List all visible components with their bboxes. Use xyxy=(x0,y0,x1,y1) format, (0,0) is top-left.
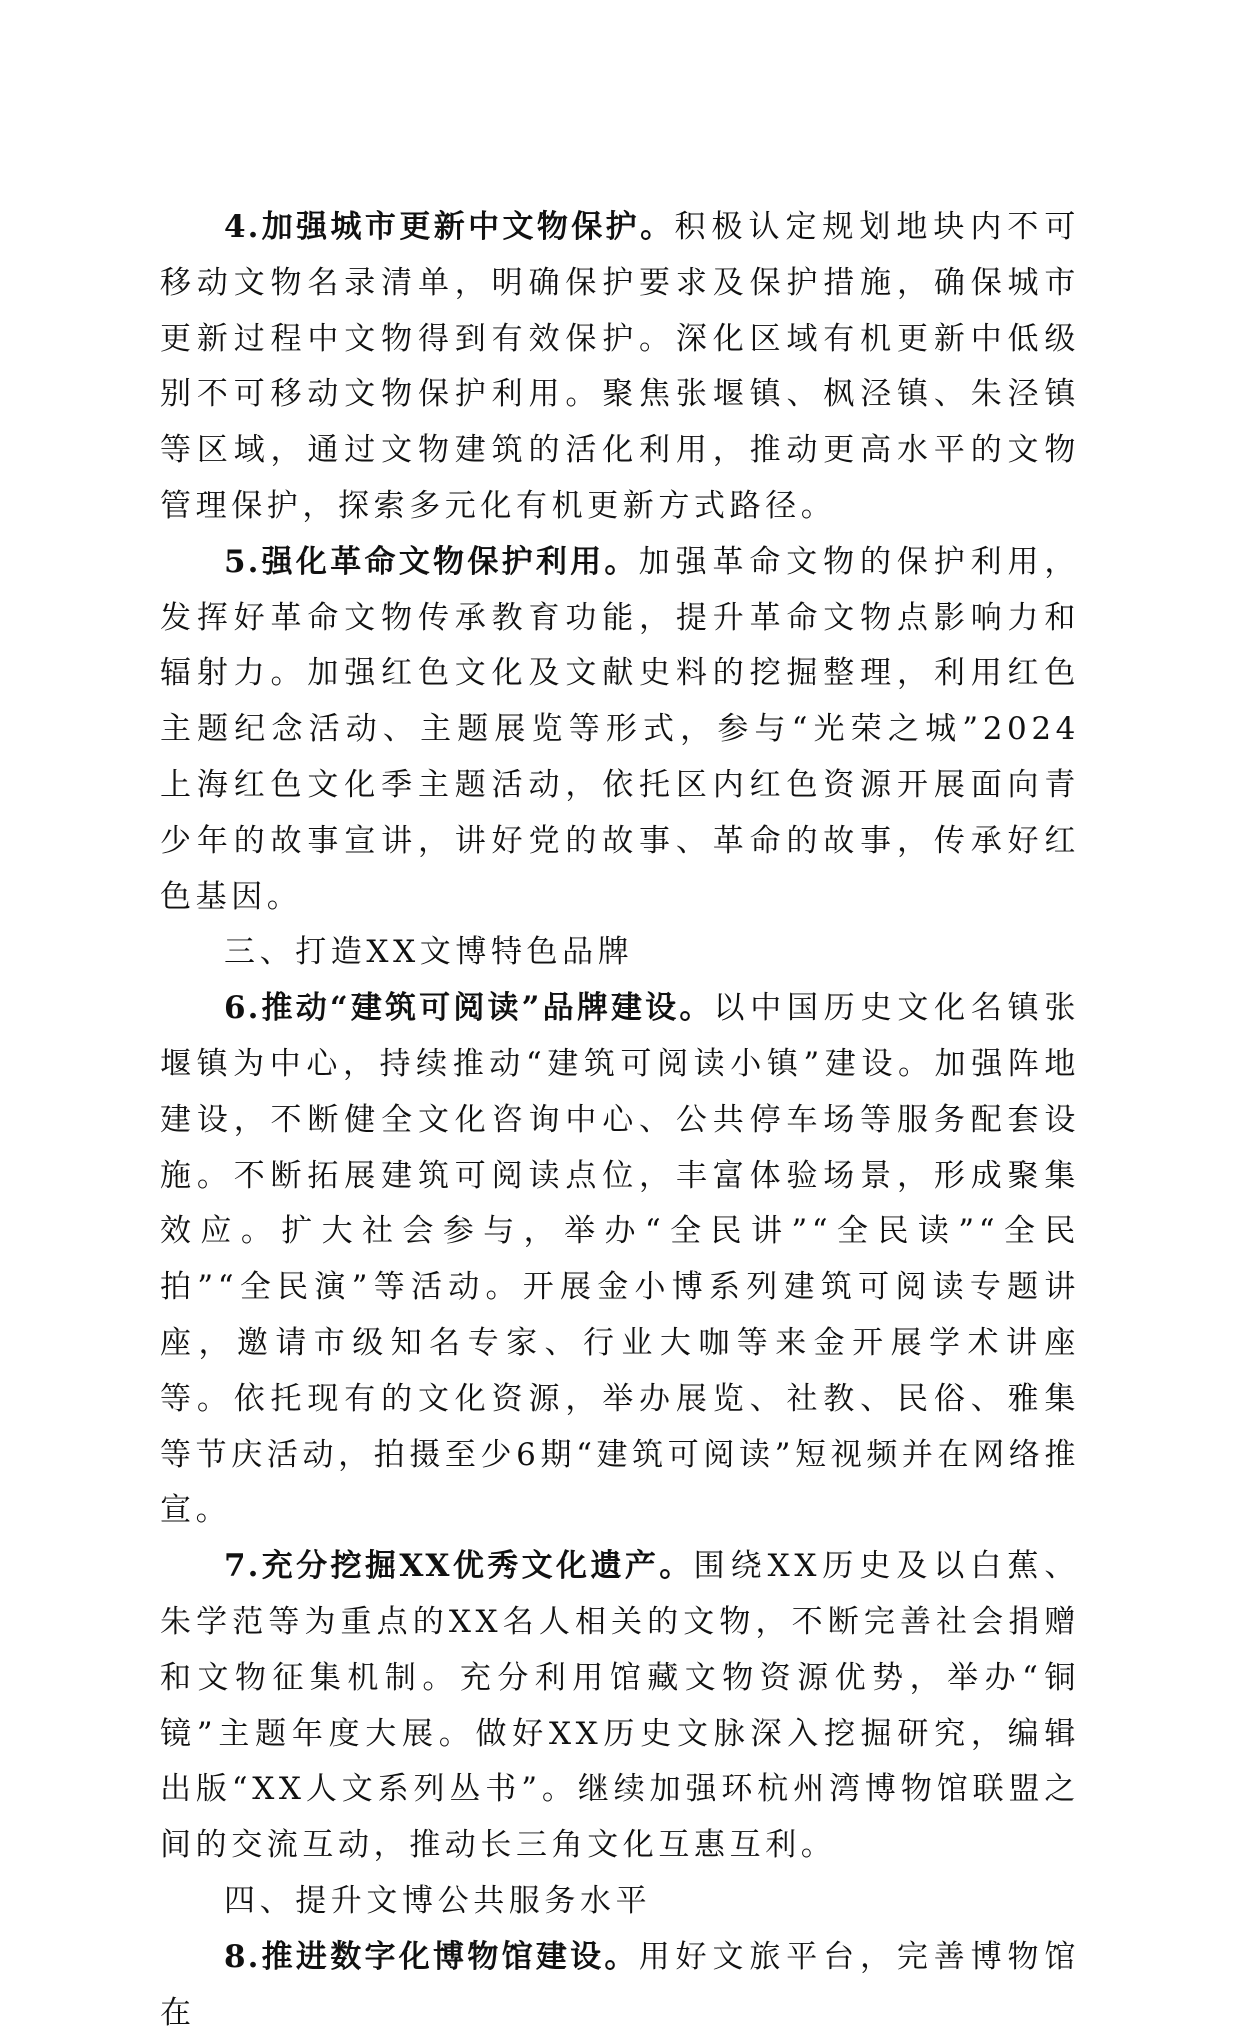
paragraph-4 xyxy=(160,200,1080,535)
paragraph-7-body: 围绕XX历史及以白蕉、朱学范等为重点的XX名人相关的文物，不断完善社会捐赠和文物征集机制。充分利用馆藏文物资源优势，举办“铜镜”主题年度大展。做好XX历史文脉深入挖掘研究，编辑出版“XX人文系列丛书”。继续加强环杭州湾博物馆联盟之间的交流互动，推动长三角文化互惠互利。 xyxy=(160,1548,1080,1864)
paragraph-6 xyxy=(160,981,1080,1539)
document-page xyxy=(160,200,1080,2041)
section-heading-4: 四、提升文博公共服务水平 xyxy=(224,1882,652,1919)
paragraph-5 xyxy=(160,535,1080,926)
paragraph-5-body: 加强革命文物的保护利用，发挥好革命文物传承教育功能，提升革命文物点影响力和辐射力。加强红色文化及文献史料的挖掘整理，利用红色主题纪念活动、主题展览等形式，参与“光荣之城”2024上海红色文化季主题活动，依托区内红色资源开展面向青少年的故事宣讲，讲好党的故事、革命的故事，传承好红色基因。 xyxy=(160,543,1080,915)
paragraph-7-lead: 7.充分挖掘XX优秀文化遗产。 xyxy=(224,1548,694,1585)
paragraph-7 xyxy=(160,1539,1080,1874)
paragraph-4-lead: 4.加强城市更新中文物保护。 xyxy=(224,209,675,245)
paragraph-5-lead: 5.强化革命文物保护利用。 xyxy=(224,543,639,580)
paragraph-6-body: 以中国历史文化名镇张堰镇为中心，持续推动“建筑可阅读小镇”建设。加强阵地建设，不断健全文化咨询中心、公共停车场等服务配套设施。不断拓展建筑可阅读点位，丰富体验场景，形成聚集效应。扩大社会参与，举办“全民讲”“全民读”“全民拍”“全民演”等活动。开展金小博系列建筑可阅读专题讲座，邀请市级知名专家、行业大咖等来金开展学术讲座等。依托现有的文化资源，举办展览、社教、民俗、雅集等节庆活动，拍摄至少6期“建筑可阅读”短视频并在网络推宣。 xyxy=(160,990,1081,1529)
paragraph-8 xyxy=(160,1930,1080,2041)
paragraph-6-lead: 6.推动“建筑可阅读”品牌建设。 xyxy=(224,990,714,1027)
paragraph-4-body: 积极认定规划地块内不可移动文物名录清单，明确保护要求及保护措施，确保城市更新过程中文物得到有效保护。深化区域有机更新中低级别不可移动文物保护利用。聚焦张堰镇、枫泾镇、朱泾镇等区域，通过文物建筑的活化利用，推动更高水平的文物管理保护，探索多元化有机更新方式路径。 xyxy=(160,209,1080,524)
section-heading-3: 三、打造XX文博特色品牌 xyxy=(224,934,634,971)
paragraph-8-lead: 8.推进数字化博物馆建设。 xyxy=(224,1938,639,1975)
paragraph-8-body: 用好文旅平台，完善博物馆在 xyxy=(160,1938,1080,2031)
